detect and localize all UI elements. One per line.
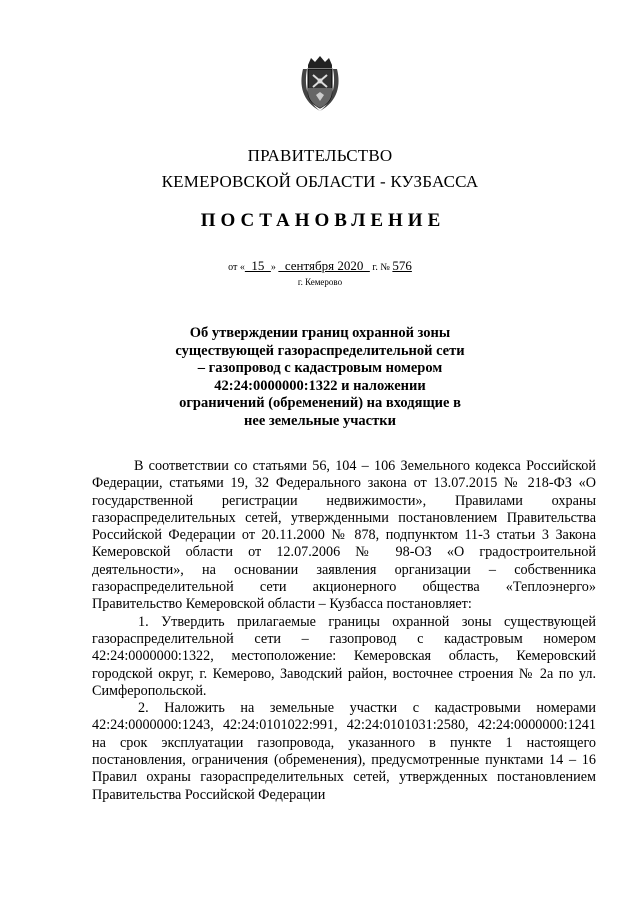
government-name-line1: ПРАВИТЕЛЬСТВО — [247, 146, 393, 165]
coat-of-arms-icon — [299, 55, 341, 113]
city: г. Кемерово — [297, 277, 343, 287]
date-line — [0, 258, 640, 274]
paragraph-item-1: 1. Утвердить прилагаемые границы охранной зоны существующей газораспределительной сети – газопровод с кадастровым номером 42:24:0000000:1322, местоположение: Кемеровская область, Кемеровский городской округ, г. Кемерово, Заводский район, восточнее строения № 2а по ул. Симферопольской. — [92, 613, 596, 699]
date-prefix: от « — [228, 262, 245, 273]
document-number: 576 — [392, 258, 412, 273]
preamble-paragraph: В соответствии со статьями 56, 104 – 106 Земельного кодекса Российской Федерации, статьями 19, 32 Федерального закона от 13.07.2015 № 218-ФЗ «О государственной регистрации недвижимости», Правилами охраны газораспределительных сетей, утвержденными постановлением Правительства Российской Федерации от 20.11.2000 № 878, подпунктом 11-3 статьи 3 Закона Кемеровской области от 12.07.2006 № 98-ОЗ «О градостроительной деятельности», на основании заявления организации – собственника газораспределительной сети акционерного общества «Теплоэнерго» Правительство Кемеровской области – Кузбасса постановляет: — [92, 458, 596, 613]
date-month-year: сентября 2020 — [278, 258, 370, 273]
date-g: г. — [372, 262, 378, 273]
paragraph-item-2: 2. Наложить на земельные участки с кадастровыми номерами 42:24:0000000:1243, 42:24:0101022:991, 42:24:0101031:2580, 42:24:0000000:1241 на срок эксплуатации газопровода, указанного в пункте 1 настоящего постановления, ограничения (обременения), предусмотренные пунктами 14 – 16 Правил охраны газораспределительных сетей, утвержденных постановлением Правительства Российской Федерации — [92, 700, 596, 803]
government-name-line2: КЕМЕРОВСКОЙ ОБЛАСТИ - КУЗБАССА — [161, 172, 479, 191]
date-day: 15 — [244, 258, 271, 273]
date-mid: » — [270, 262, 276, 273]
document-title: Об утверждении границ охранной зоны существующей газораспределительной сети – газопровод с кадастровым номером 42:24:0000000:1322 и наложении ограничений (обременений) на входящие в нее земельные участки — [175, 325, 465, 429]
document-body — [92, 458, 596, 804]
document-type: ПОСТАНОВЛЕНИЕ — [200, 210, 446, 231]
number-sign: № — [380, 262, 390, 273]
